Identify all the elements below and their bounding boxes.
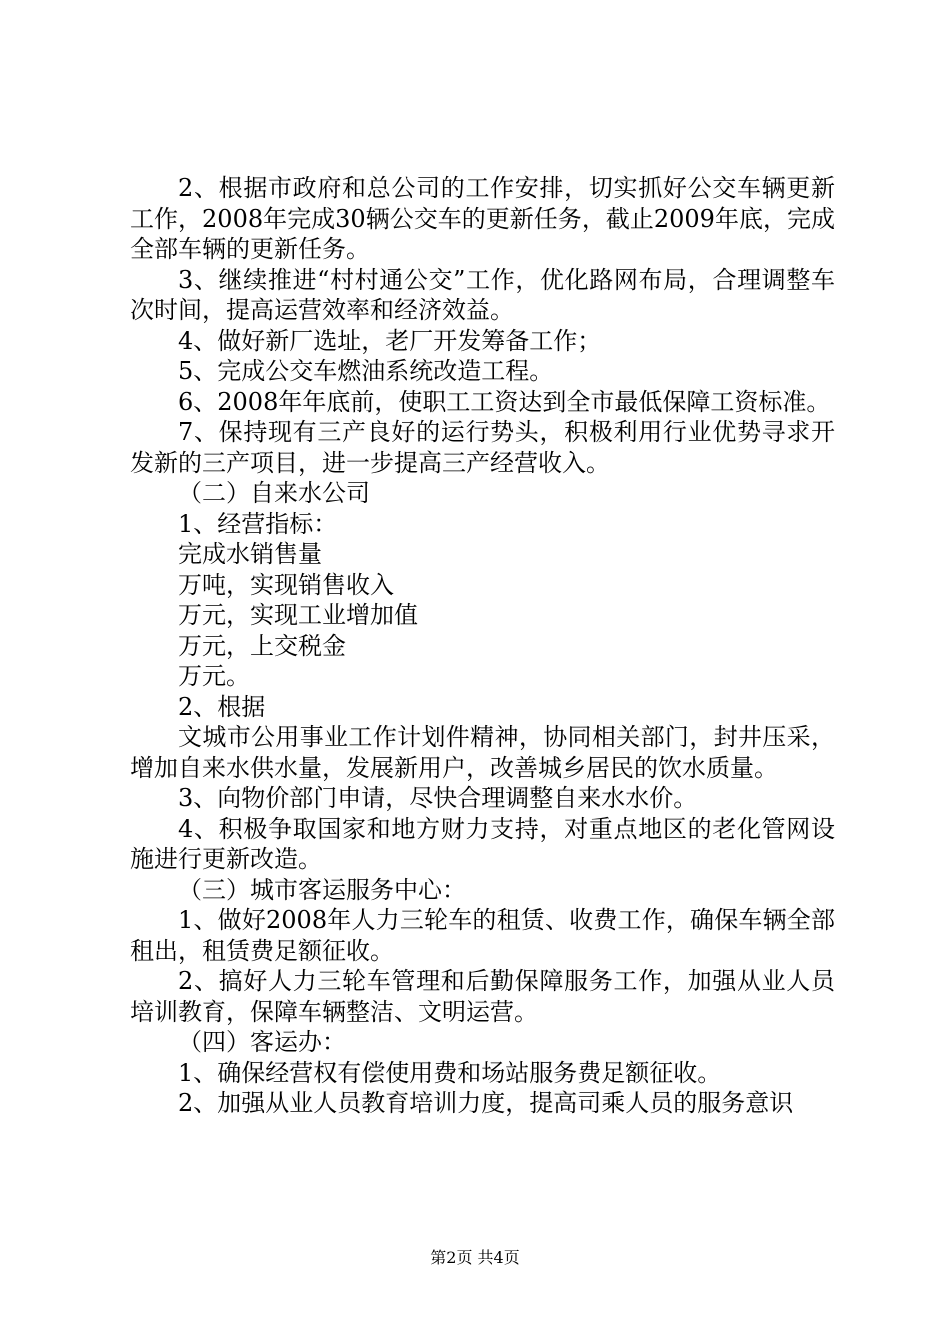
paragraph: 5、完成公交车燃油系统改造工程。 — [178, 357, 554, 385]
section-heading: （三）城市客运服务中心： — [178, 875, 466, 904]
paragraph: 1、确保经营权有偿使用费和场站服务费足额征收。 — [178, 1058, 722, 1087]
paragraph: 2、根据市政府和总公司的工作安排，切实抓好公交车辆更新工作，2008年完成30辆公交车的更新任务，截止2009年底，完成全部车辆的更新任务。 — [130, 174, 835, 263]
section-heading: （四）客运办： — [178, 1028, 346, 1056]
paragraph: 1、做好2008年人力三轮车的租赁、收费工作，确保车辆全部租出，租赁费足额征收。 — [130, 906, 835, 965]
paragraph: 1、经营指标： — [178, 509, 338, 538]
paragraph: 4、做好新厂选址，老厂开发筹备工作； — [178, 326, 602, 355]
paragraph: 万元。 — [178, 662, 250, 690]
section-heading: （二）自来水公司 — [178, 479, 370, 507]
page-footer — [0, 1245, 950, 1268]
page-number-label: 第2页 共4页 — [430, 1248, 520, 1267]
paragraph: 2、搞好人力三轮车管理和后勤保障服务工作，加强从业人员培训教育，保障车辆整洁、文明运营。 — [130, 967, 835, 1026]
paragraph: 万元，上交税金 — [178, 631, 346, 660]
paragraph: 3、继续推进“村村通公交”工作，优化路网布局，合理调整车次时间，提高运营效率和经济效益。 — [130, 265, 835, 324]
paragraph: 万元，实现工业增加值 — [178, 601, 418, 629]
paragraph: 6、2008年年底前，使职工工资达到全市最低保障工资标准。 — [178, 387, 831, 416]
document-body — [130, 173, 835, 1119]
paragraph: 文城市公用事业工作计划件精神，协同相关部门，封井压采，增加自来水供水量，发展新用户，改善城乡居民的饮水质量。 — [130, 723, 835, 782]
paragraph: 万吨，实现销售收入 — [178, 570, 394, 599]
paragraph: 2、加强从业人员教育培训力度，提高司乘人员的服务意识 — [178, 1089, 794, 1117]
paragraph: 3、向物价部门申请，尽快合理调整自来水水价。 — [178, 784, 698, 812]
paragraph: 4、积极争取国家和地方财力支持，对重点地区的老化管网设施进行更新改造。 — [130, 814, 835, 873]
paragraph: 完成水销售量 — [178, 540, 322, 568]
paragraph: 2、根据 — [178, 692, 266, 721]
paragraph: 7、保持现有三产良好的运行势头，积极利用行业优势寻求开发新的三产项目，进一步提高三产经营收入。 — [130, 418, 835, 477]
